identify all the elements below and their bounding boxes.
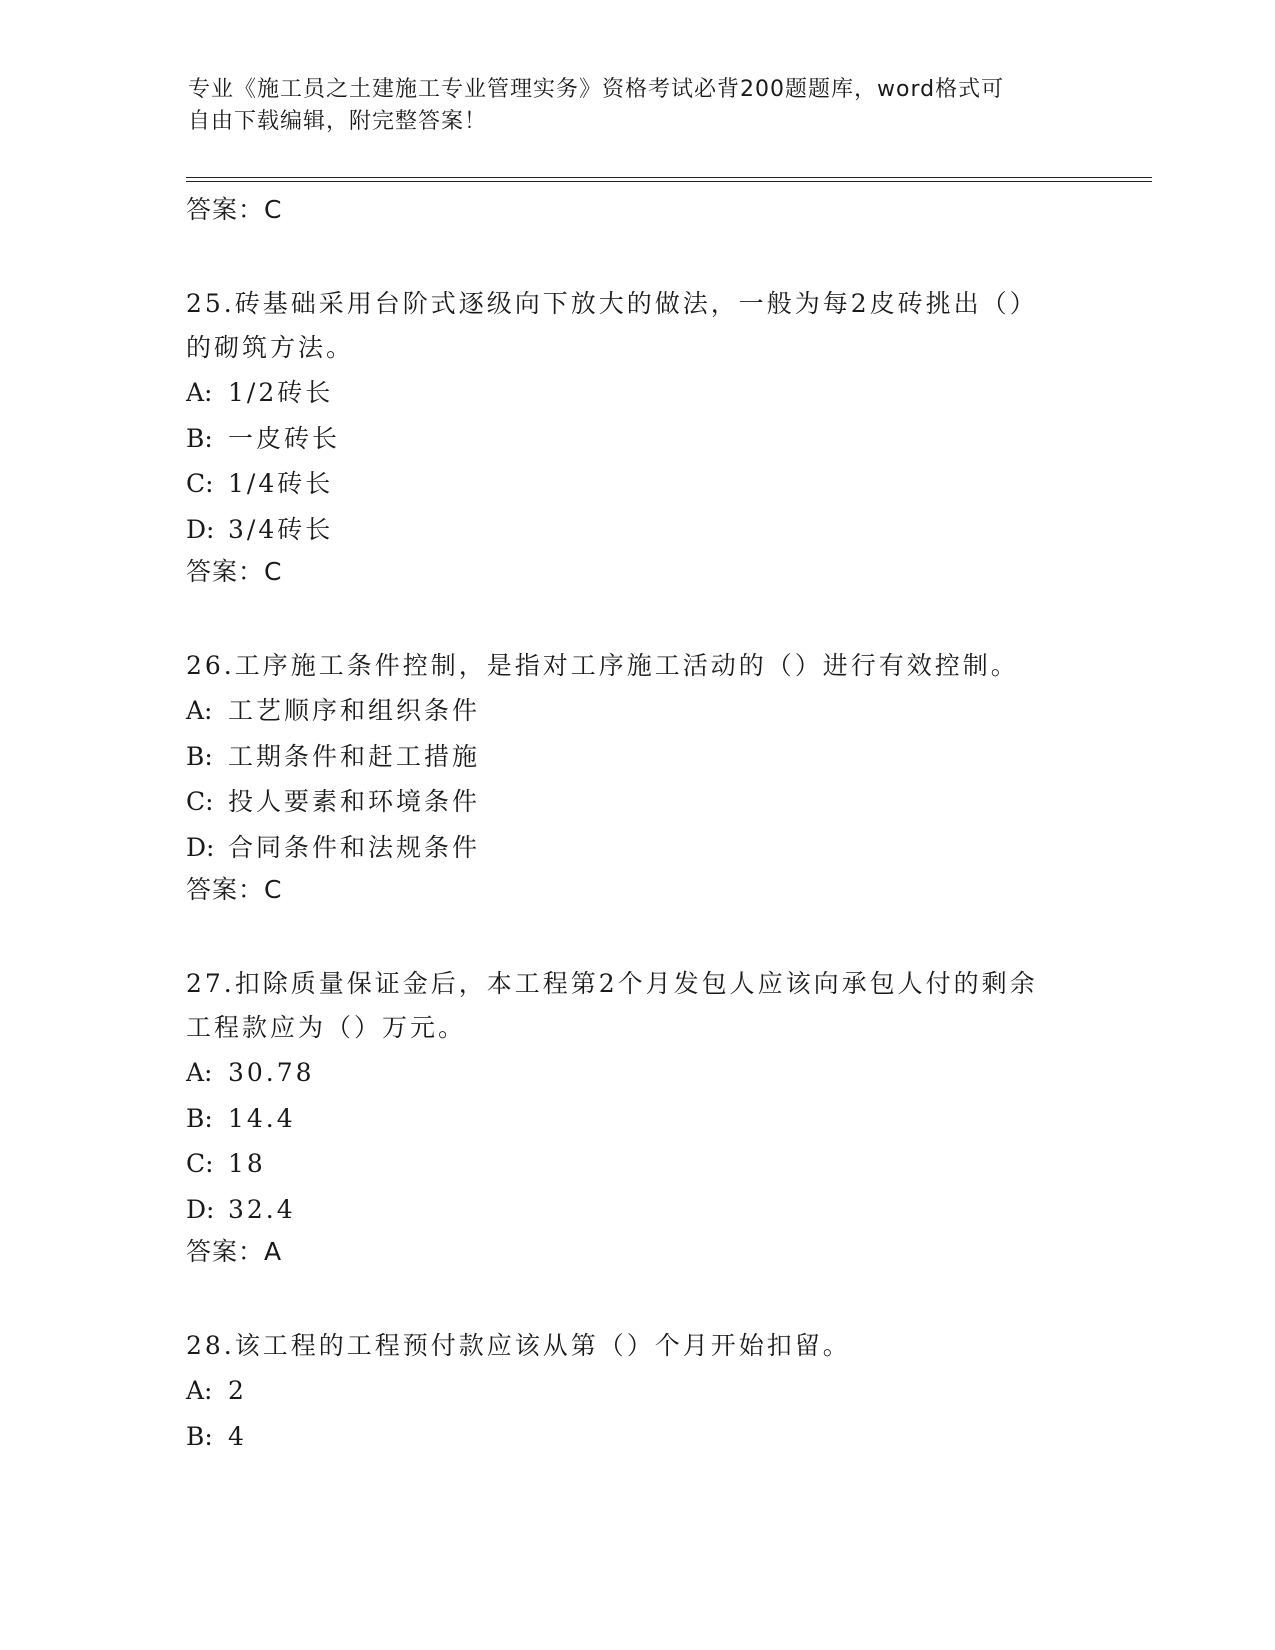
option-text: 合同条件和法规条件 xyxy=(228,832,481,862)
question-text-continued: 工程款应为（）万元。 xyxy=(186,1013,467,1042)
option-letter: D: xyxy=(186,1194,215,1224)
option-letter: A: xyxy=(186,1058,213,1087)
option-item xyxy=(186,1414,1086,1460)
header-line-1: 专业《施工员之土建施工专业管理实务》资格考试必背200题题库，word格式可 xyxy=(188,77,1005,102)
option-text: 2 xyxy=(228,1376,247,1405)
option-letter: C: xyxy=(186,1149,214,1178)
option-text: 18 xyxy=(228,1149,266,1178)
option-letter: D: xyxy=(186,514,215,544)
option-letter: A: xyxy=(186,1376,213,1405)
option-letter: B: xyxy=(186,1103,213,1133)
option-text: 4 xyxy=(228,1421,247,1451)
option-item xyxy=(186,1096,1086,1142)
option-item xyxy=(186,507,1086,553)
question-text-continued: 的砌筑方法。 xyxy=(186,333,355,362)
header-line-2: 自由下载编辑，附完整答案！ xyxy=(188,109,488,134)
answer-line: 答案：C xyxy=(186,875,283,904)
option-letter: C: xyxy=(186,787,214,816)
option-item xyxy=(186,1050,1086,1096)
option-item xyxy=(186,688,1086,734)
option-letter: D: xyxy=(186,832,215,862)
option-text: 1/4砖长 xyxy=(228,469,334,498)
question-block xyxy=(186,644,1086,910)
question-list xyxy=(186,190,1086,1459)
option-item xyxy=(186,461,1086,507)
question-block xyxy=(186,282,1086,592)
option-item xyxy=(186,825,1086,871)
option-letter: C: xyxy=(186,469,214,498)
question-block xyxy=(186,1324,1086,1459)
option-text: 投人要素和环境条件 xyxy=(228,787,481,816)
option-letter: B: xyxy=(186,1421,213,1451)
option-item xyxy=(186,1368,1086,1414)
answer-line: 答案：A xyxy=(186,1237,283,1266)
option-text: 3/4砖长 xyxy=(228,514,334,544)
option-item xyxy=(186,1141,1086,1187)
option-item xyxy=(186,734,1086,780)
option-text: 14.4 xyxy=(228,1103,296,1133)
question-text: 25.砖基础采用台阶式逐级向下放大的做法，一般为每2皮砖挑出（） xyxy=(186,289,1038,318)
answer-line: 答案：C xyxy=(186,195,283,224)
option-letter: A: xyxy=(186,696,213,725)
question-text: 28.该工程的工程预付款应该从第（）个月开始扣留。 xyxy=(186,1331,851,1360)
page-header xyxy=(188,74,1068,138)
option-item xyxy=(186,779,1086,825)
option-text: 30.78 xyxy=(228,1058,315,1087)
option-text: 工期条件和赶工措施 xyxy=(228,741,481,771)
option-letter: A: xyxy=(186,378,213,407)
option-letter: B: xyxy=(186,423,213,453)
option-item xyxy=(186,416,1086,462)
question-block xyxy=(186,962,1086,1272)
question-text: 27.扣除质量保证金后，本工程第2个月发包人应该向承包人付的剩余 xyxy=(186,969,1038,998)
option-text: 一皮砖长 xyxy=(228,423,341,453)
answer-line: 答案：C xyxy=(186,557,283,586)
header-divider xyxy=(186,177,1152,182)
option-text: 1/2砖长 xyxy=(228,378,334,407)
option-item xyxy=(186,370,1086,416)
option-text: 32.4 xyxy=(228,1194,296,1224)
option-text: 工艺顺序和组织条件 xyxy=(228,696,481,725)
question-text: 26.工序施工条件控制，是指对工序施工活动的（）进行有效控制。 xyxy=(186,651,1019,680)
option-item xyxy=(186,1187,1086,1233)
option-letter: B: xyxy=(186,741,213,771)
